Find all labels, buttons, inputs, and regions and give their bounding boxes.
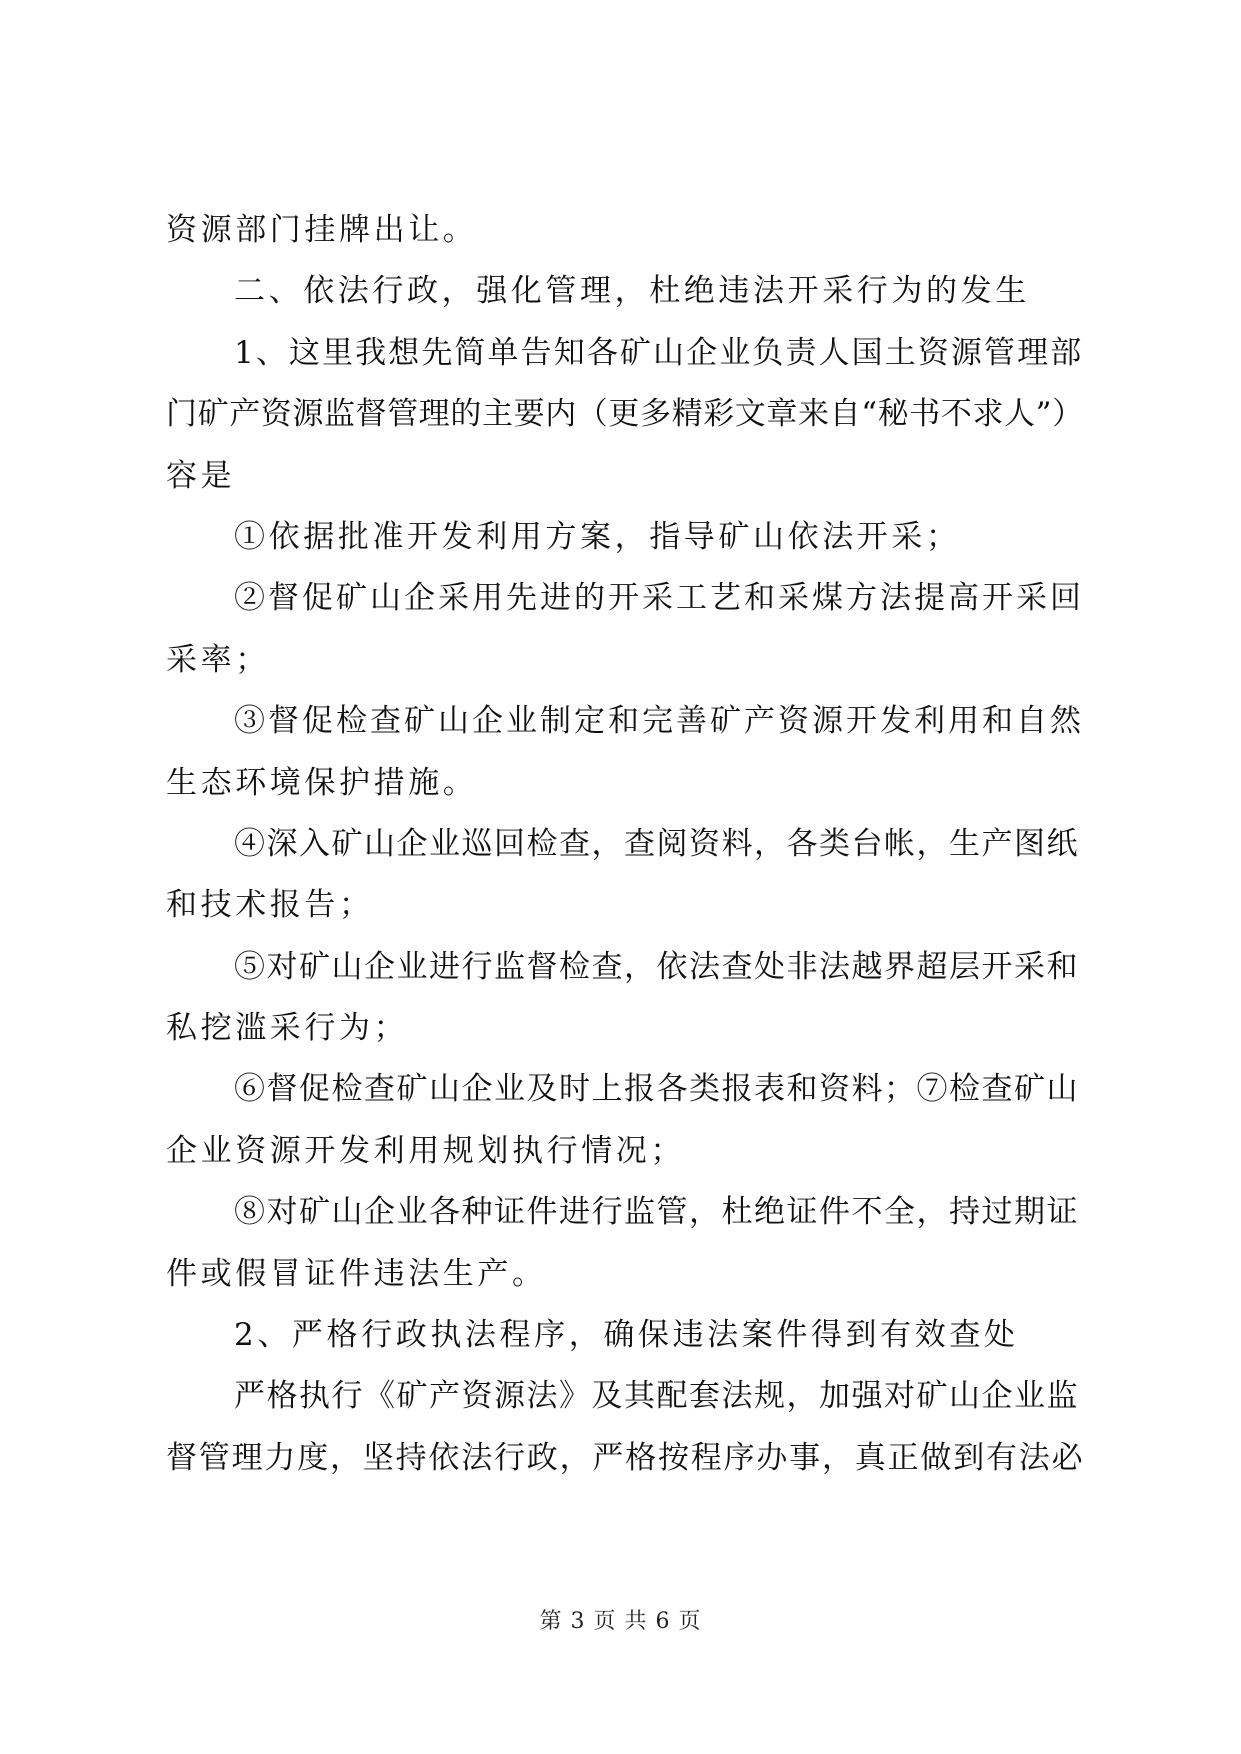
text-line: ⑧对矿山企业各种证件进行监管，杜绝证件不全，持过期证 [234,1194,1079,1231]
text-line: 1、这里我想先简单告知各矿山企业负责人国土资源管理部 [234,334,1084,371]
body-text [166,200,1086,1489]
text-line: 门矿产资源监督管理的主要内（更多精彩文章来自“秘书不求人”） [166,396,1084,433]
text-line: ⑤对矿山企业进行监督检查，依法查处非法越界超层开采和 [234,948,1079,985]
text-line: 件或假冒证件违法生产。 [166,1255,547,1292]
text-line: ④深入矿山企业巡回检查，查阅资料，各类台帐，生产图纸 [234,825,1079,862]
text-line: 督管理力度，坚持依法行政，严格按程序办事，真正做到有法必 [166,1439,1085,1476]
text-line: 私挖滥采行为； [166,1010,409,1047]
text-line: 2、严格行政执法程序，确保违法案件得到有效查处 [234,1317,1019,1354]
text-line: 和技术报告； [166,887,374,924]
page-footer: 第 3 页 共 6 页 [539,1609,702,1634]
text-line: ①依据批准开发利用方案，指导矿山依法开采； [234,518,961,555]
text-line: ③督促检查矿山企业制定和完善矿产资源开发利用和自然 [234,703,1084,740]
text-line: 采率； [166,641,270,678]
text-line: 严格执行《矿产资源法》及其配套法规，加强对矿山企业监 [234,1378,1079,1415]
text-line: 容是 [166,457,236,494]
text-line: ②督促矿山企采用先进的开采工艺和采煤方法提高开采回 [234,580,1084,617]
text-line: 资源部门挂牌出让。 [166,212,478,248]
text-line: 生态环境保护措施。 [166,764,478,801]
text-line: 二、依法行政，强化管理，杜绝违法开采行为的发生 [234,273,1030,310]
text-line: ⑥督促检查矿山企业及时上报各类报表和资料；⑦检查矿山 [234,1071,1079,1108]
text-line: 企业资源开发利用规划执行情况； [166,1132,685,1169]
